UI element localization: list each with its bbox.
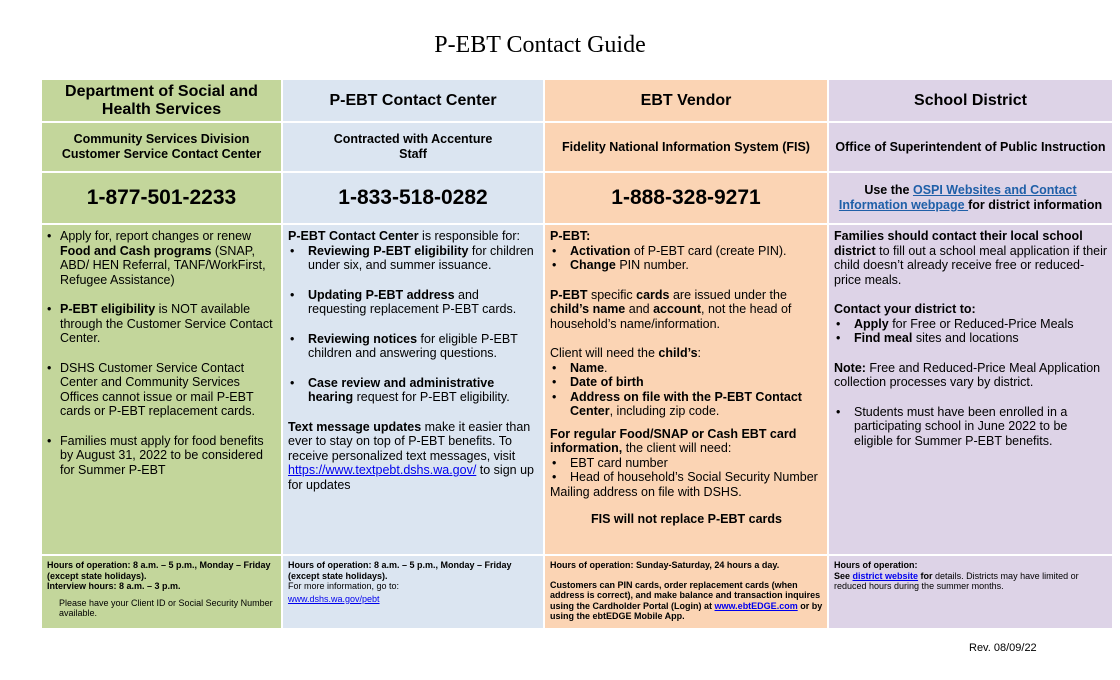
list-item: • Name. (550, 361, 823, 376)
header-row (41, 79, 1113, 122)
list-item: • Date of birth (550, 375, 823, 390)
pebt-body (282, 224, 544, 555)
list-item: • DSHS Customer Service Contact Center and Community Services Offices cannot issue or mail P-EBT cards or P-EBT replacement cards. (47, 361, 277, 419)
list-item: • Reviewing P-EBT eligibility for children under six, and summer issuance. (288, 244, 539, 273)
contact-guide-table (40, 78, 1114, 630)
district-intro: Families should contact their local school district to fill out a school meal application if their child doesn’t already receive free or reduced-price meals. (834, 229, 1108, 287)
list-item: • Address on file with the P-EBT Contact Center, including zip code. (550, 390, 823, 419)
pebt-intro: P-EBT Contact Center is responsible for: (288, 229, 521, 243)
list-item: • Change PIN number. (550, 258, 823, 273)
contact-district-label: Contact your district to: (834, 302, 976, 316)
page-title: P-EBT Contact Guide (434, 32, 646, 58)
dshs-sub2: Customer Service Contact Center (61, 147, 262, 161)
dshs-subheader (41, 122, 282, 172)
body-row (41, 224, 1113, 555)
dshs-header: Department of Social and Health Services (41, 79, 282, 122)
list-item: • Families must apply for food benefits by August 31, 2022 to be considered for Summer P-EBT (47, 434, 277, 478)
subheader-row (41, 122, 1113, 172)
list-item: • Students must have been enrolled in a participating school in June 2022 to be eligible for Summer P-EBT benefits. (834, 405, 1108, 449)
pebt-footer: Hours of operation: 8 a.m. – 5 p.m., Monday – Friday (except state holidays). For more information, go to: www.dshs.wa.gov/pebt (282, 555, 544, 629)
pebt-sub2: Staff (399, 147, 427, 161)
dshs-sub1: Community Services Division (73, 132, 250, 146)
ebtedge-link[interactable]: www.ebtEDGE.com (714, 600, 798, 611)
vendor-body (544, 224, 828, 555)
dshs-footer: Hours of operation: 8 a.m. – 5 p.m., Monday – Friday (except state holidays). Interview hours: 8 a.m. – 3 p.m. Please have your Client ID or Social Security Number available. (41, 555, 282, 629)
textpebt-link[interactable]: https://www.textpebt.dshs.wa.gov/ (288, 463, 477, 477)
district-contact-info: Use the OSPI Websites and Contact Information webpage for district information (828, 172, 1113, 224)
revision-date: Rev. 08/09/22 (969, 642, 1037, 654)
text-message-updates: Text message updates make it easier than ever to stay on top of P-EBT benefits. To receive personalized text messages, visit https://www.textpebt.dshs.wa.gov/ to sign up for updates (288, 419, 534, 492)
list-item: • Updating P-EBT address and requesting replacement P-EBT cards. (288, 288, 539, 317)
ebt-vendor-header: EBT Vendor (544, 79, 828, 122)
footer-row (41, 555, 1113, 629)
list-item: • Find meal sites and locations (834, 331, 1108, 346)
school-district-header: School District (828, 79, 1113, 122)
pebt-phone: 1-833-518-0282 (282, 172, 544, 224)
list-item: • Reviewing notices for eligible P-EBT children and answering questions. (288, 332, 539, 361)
pebt-subheader (282, 122, 544, 172)
card-issuance-note: P-EBT specific cards are issued under the child’s name and account, not the head of household’s name/information. (550, 287, 792, 331)
list-item: • Head of household’s Social Security Number (550, 470, 823, 485)
vendor-subheader: Fidelity National Information System (FIS) (544, 122, 828, 172)
pebt-sub1: Contracted with Accenture (333, 132, 493, 146)
district-footer: Hours of operation: See district website for details. Districts may have limited or reduced hours during the summer months. (828, 555, 1113, 629)
list-item: • P-EBT eligibility is NOT available through the Customer Service Contact Center. (47, 302, 277, 346)
pebt-label: P-EBT: (550, 229, 591, 243)
list-item: • Apply for, report changes or renew Food and Cash programs (SNAP, ABD/ HEN Referral, TANF/WorkFirst, Refugee Assistance) (47, 229, 277, 287)
list-item: • Case review and administrative hearing request for P-EBT eligibility. (288, 376, 539, 405)
list-item: • Activation of P-EBT card (create PIN). (550, 244, 823, 259)
list-item: • Apply for Free or Reduced-Price Meals (834, 317, 1108, 332)
list-item: • EBT card number (550, 456, 823, 471)
district-body (828, 224, 1113, 555)
pebt-center-header: P-EBT Contact Center (282, 79, 544, 122)
vendor-phone: 1-888-328-9271 (544, 172, 828, 224)
district-website-link[interactable]: district website (852, 570, 919, 581)
phone-row (41, 172, 1113, 224)
fis-notice: FIS will not replace P-EBT cards (590, 512, 783, 526)
vendor-footer: Hours of operation: Sunday-Saturday, 24 hours a day. Customers can PIN cards, order replacement cards (when address is correct), and make balance and transaction inquires using the Cardholder Portal (Login) at www.ebtEDGE.com or by using the ebtEDGE Mobile App. (544, 555, 828, 629)
client-needs-intro: Client will need the child’s: (550, 346, 702, 360)
mailing-address-note: Mailing address on file with DSHS. (550, 484, 742, 499)
regular-ebt-intro: For regular Food/SNAP or Cash EBT card information, the client will need: (550, 426, 797, 455)
ospi-webpage-link[interactable]: OSPI Websites and Contact Information webpage (838, 183, 1077, 212)
dshs-body (41, 224, 282, 555)
dshs-pebt-link[interactable]: www.dshs.wa.gov/pebt (288, 593, 380, 604)
district-note: Note: Free and Reduced-Price Meal Application collection processes vary by district. (834, 360, 1101, 389)
district-subheader: Office of Superintendent of Public Instruction (828, 122, 1113, 172)
dshs-phone: 1-877-501-2233 (41, 172, 282, 224)
